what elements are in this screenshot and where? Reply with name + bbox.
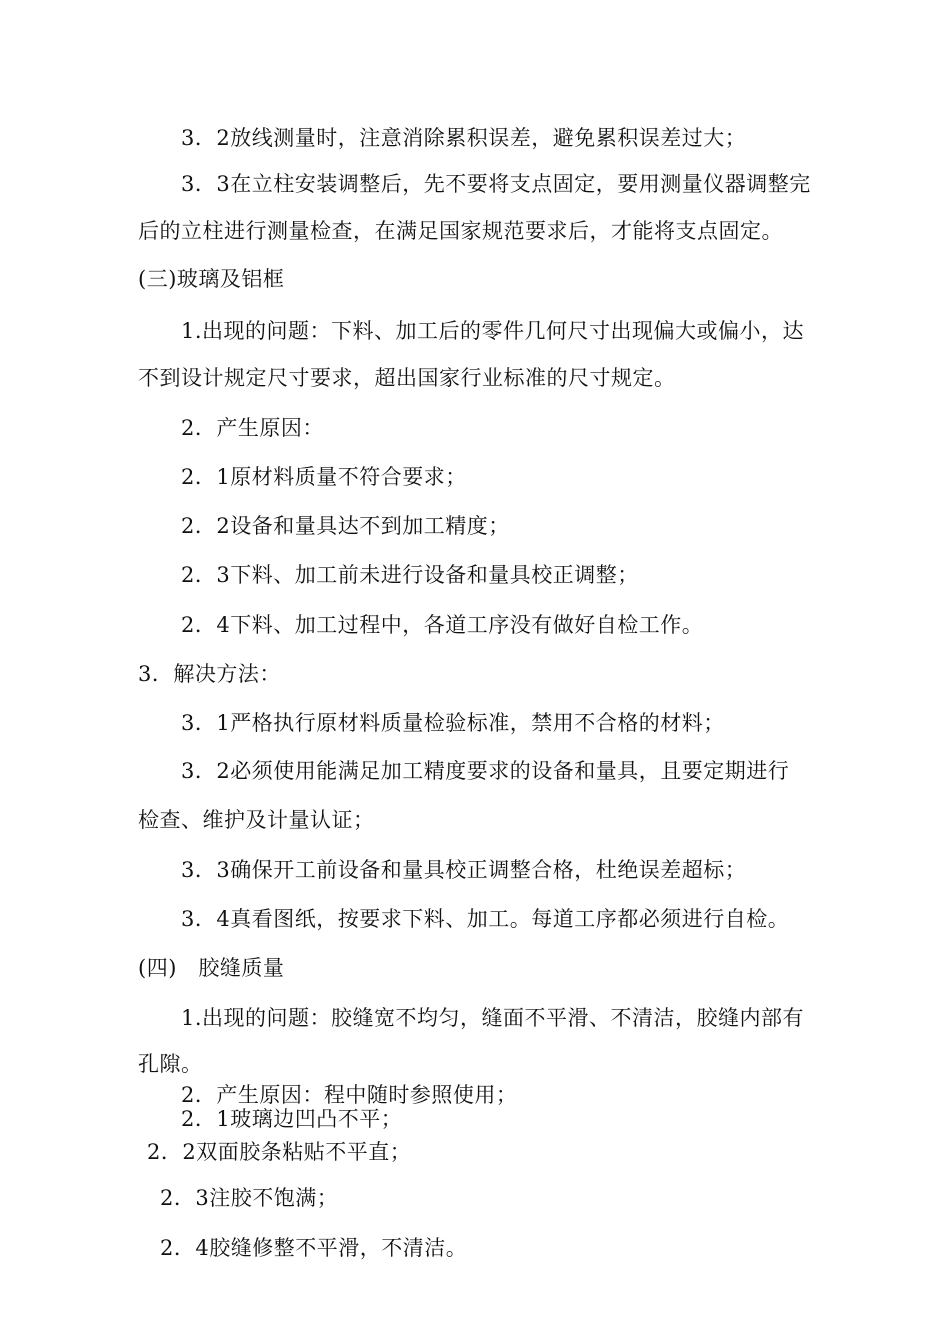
text-line-solutions-heading: 3．解决方法： xyxy=(138,662,281,686)
text-line-seam-cause-2-2: 2．2双面胶条粘贴不平直； xyxy=(147,1140,412,1164)
section-heading-glass-frame: (三)玻璃及铝框 xyxy=(138,267,285,291)
text-line-solution-3-1: 3．1严格执行原材料质量检验标准，禁用不合格的材料； xyxy=(181,711,725,735)
text-line-solution-3-2-continued: 检查、维护及计量认证； xyxy=(138,808,375,832)
text-line-problem-seam-continued: 孔隙。 xyxy=(138,1052,203,1076)
text-line-cause-2-3: 2．3下料、加工前未进行设备和量具校正调整； xyxy=(181,563,639,587)
text-line-3-3-continued: 后的立柱进行测量检查，在满足国家规范要求后，才能将支点固定。 xyxy=(138,219,783,243)
text-line-problem-dimensions: 1.出现的问题：下料、加工后的零件几何尺寸出现偏大或偏小，达 xyxy=(181,319,805,343)
text-line-solution-3-4: 3．4真看图纸，按要求下料、加工。每道工序都必须进行自检。 xyxy=(181,907,790,931)
text-line-seam-causes-heading: 2．产生原因：程中随时参照使用； xyxy=(181,1083,518,1107)
text-line-seam-cause-2-4: 2．4胶缝修整不平滑，不清洁。 xyxy=(160,1236,468,1260)
text-line-seam-cause-2-1: 2．1玻璃边凹凸不平； xyxy=(181,1107,403,1131)
text-line-seam-cause-2-3: 2．3注胶不饱满； xyxy=(160,1186,339,1210)
text-line-3-3-column-adjust: 3．3在立柱安装调整后，先不要将支点固定，要用测量仪器调整完 xyxy=(181,172,811,196)
text-line-cause-2-2: 2．2设备和量具达不到加工精度； xyxy=(181,514,510,538)
text-line-3-2-measurement: 3．2放线测量时，注意消除累积误差，避免累积误差过大； xyxy=(181,126,747,150)
section-heading-seam-quality: (四) 胶缝质量 xyxy=(138,956,285,980)
text-line-problem-continued: 不到设计规定尺寸要求，超出国家行业标准的尺寸规定。 xyxy=(138,366,676,390)
text-line-problem-seam: 1.出现的问题：胶缝宽不均匀，缝面不平滑、不清洁，胶缝内部有 xyxy=(181,1006,805,1030)
text-line-solution-3-3: 3．3确保开工前设备和量具校正调整合格，杜绝误差超标； xyxy=(181,858,747,882)
text-line-cause-2-4: 2．4下料、加工过程中，各道工序没有做好自检工作。 xyxy=(181,613,704,637)
text-line-solution-3-2: 3．2必须使用能满足加工精度要求的设备和量具，且要定期进行 xyxy=(181,759,790,783)
text-line-cause-2-1: 2．1原材料质量不符合要求； xyxy=(181,465,467,489)
text-line-causes-heading: 2．产生原因： xyxy=(181,416,324,440)
